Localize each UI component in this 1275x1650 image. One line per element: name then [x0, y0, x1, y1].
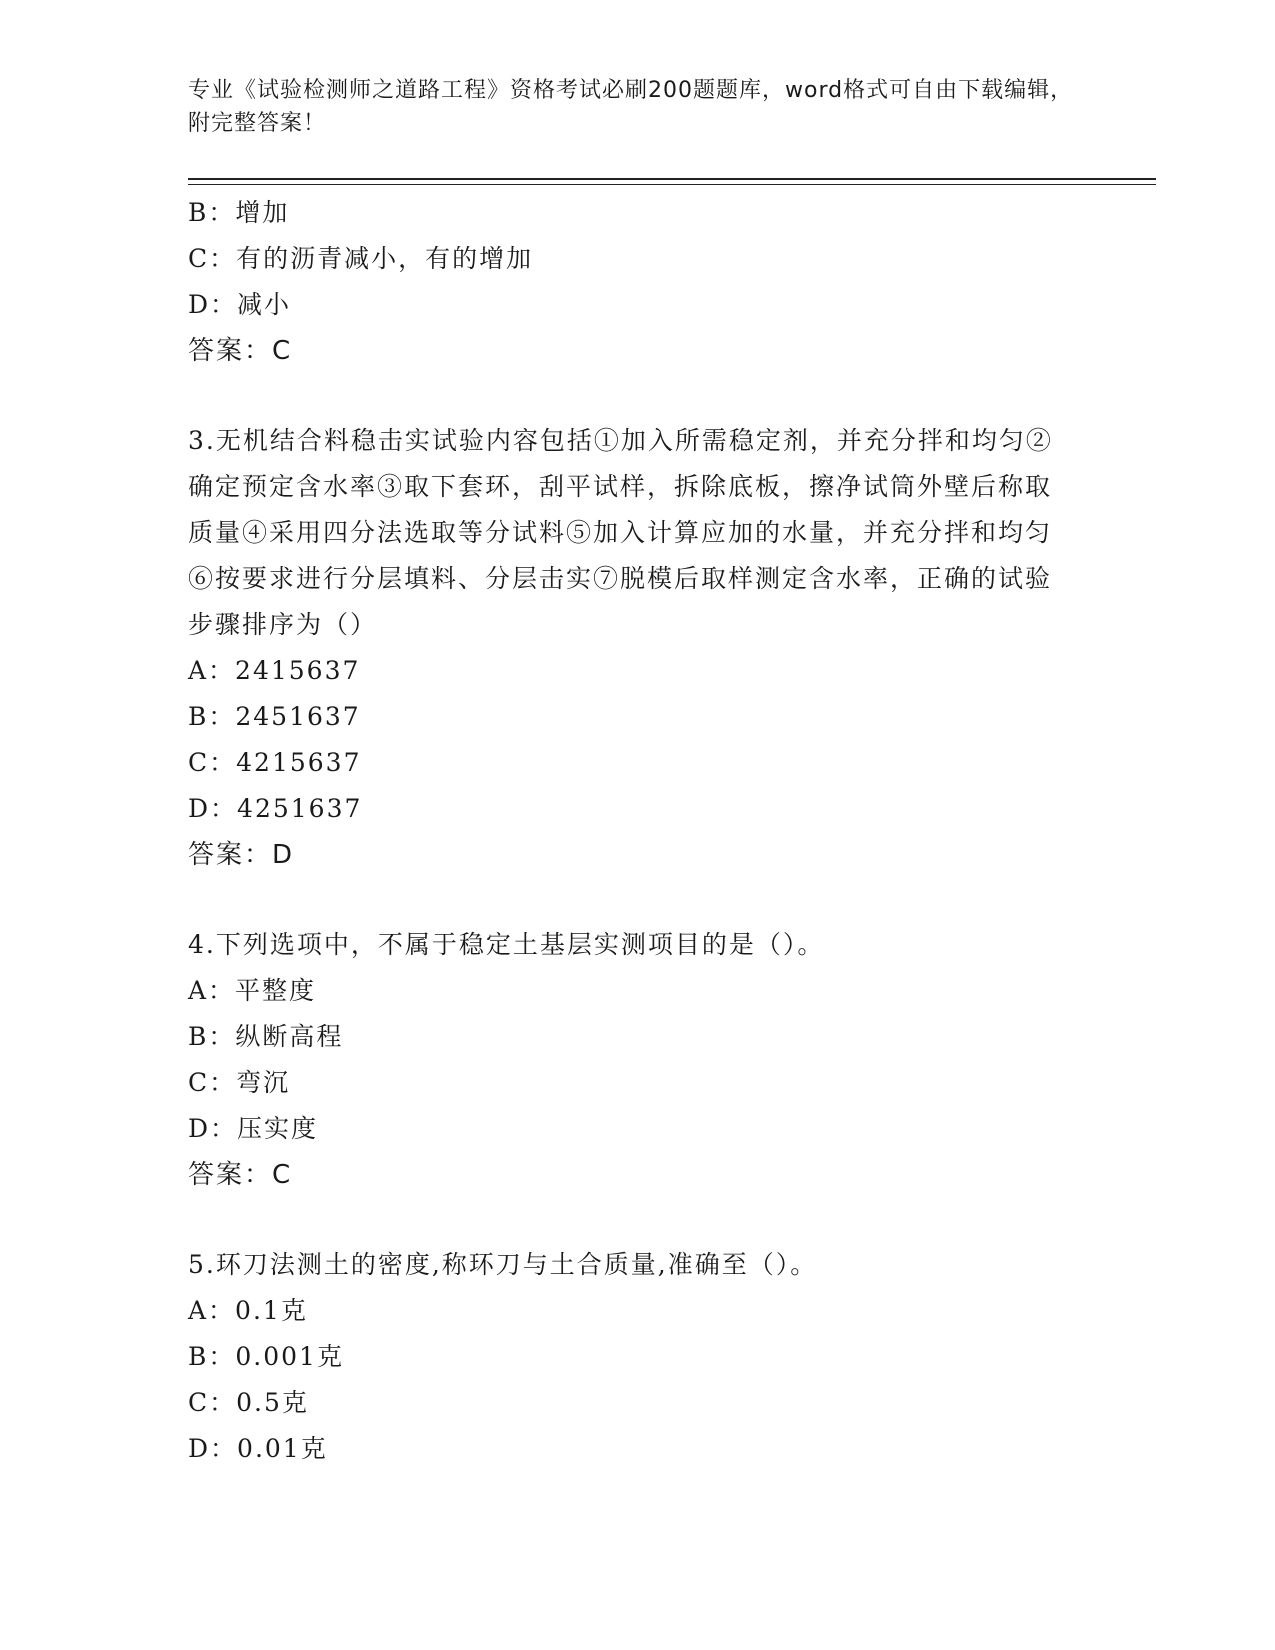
option-b: B：纵断高程 [188, 1022, 344, 1051]
option-a: A：平整度 [188, 976, 317, 1005]
question-4 [188, 922, 1068, 1198]
question-5 [188, 1242, 1068, 1472]
answer: 答案：C [188, 1160, 293, 1190]
header-rule-thin [188, 184, 1156, 185]
option-b: B：2451637 [188, 702, 361, 731]
option-a: A：0.1克 [188, 1296, 308, 1325]
question-text: 4.下列选项中，不属于稳定土基层实测项目的是（）。 [188, 930, 825, 959]
question-text: 3.无机结合料稳击实试验内容包括①加入所需稳定剂，并充分拌和均匀②确定预定含水率③取下套环，刮平试样，拆除底板，擦净试筒外壁后称取质量④采用四分法选取等分试料⑤加入计算应加的水量，并充分拌和均匀⑥按要求进行分层填料、分层击实⑦脱模后取样测定含水率，正确的试验步骤排序为（） [188, 426, 1053, 639]
option-c: C：弯沉 [188, 1068, 291, 1097]
option-d: D：压实度 [188, 1114, 319, 1143]
option-d: D：4251637 [188, 794, 363, 823]
option-d: D：0.01克 [188, 1434, 328, 1463]
option-b: B：增加 [188, 198, 290, 227]
question-text: 5.环刀法测土的密度,称环刀与土合质量,准确至（）。 [188, 1250, 818, 1279]
answer: 答案：C [188, 336, 293, 366]
answer: 答案：D [188, 840, 295, 870]
question-3 [188, 418, 1068, 878]
option-b: B：0.001克 [188, 1342, 344, 1371]
option-c: C：4215637 [188, 748, 362, 777]
question-content [188, 190, 1068, 1472]
document-header: 专业《试验检测师之道路工程》资格考试必刷200题题库，word格式可自由下载编辑，附完整答案！ [188, 78, 1074, 136]
header-rule-thick [188, 178, 1156, 180]
option-c: C：有的沥青减小，有的增加 [188, 244, 534, 273]
option-a: A：2415637 [188, 656, 361, 685]
option-c: C：0.5克 [188, 1388, 309, 1417]
question-2-tail [188, 190, 1068, 374]
option-d: D：减小 [188, 290, 292, 319]
